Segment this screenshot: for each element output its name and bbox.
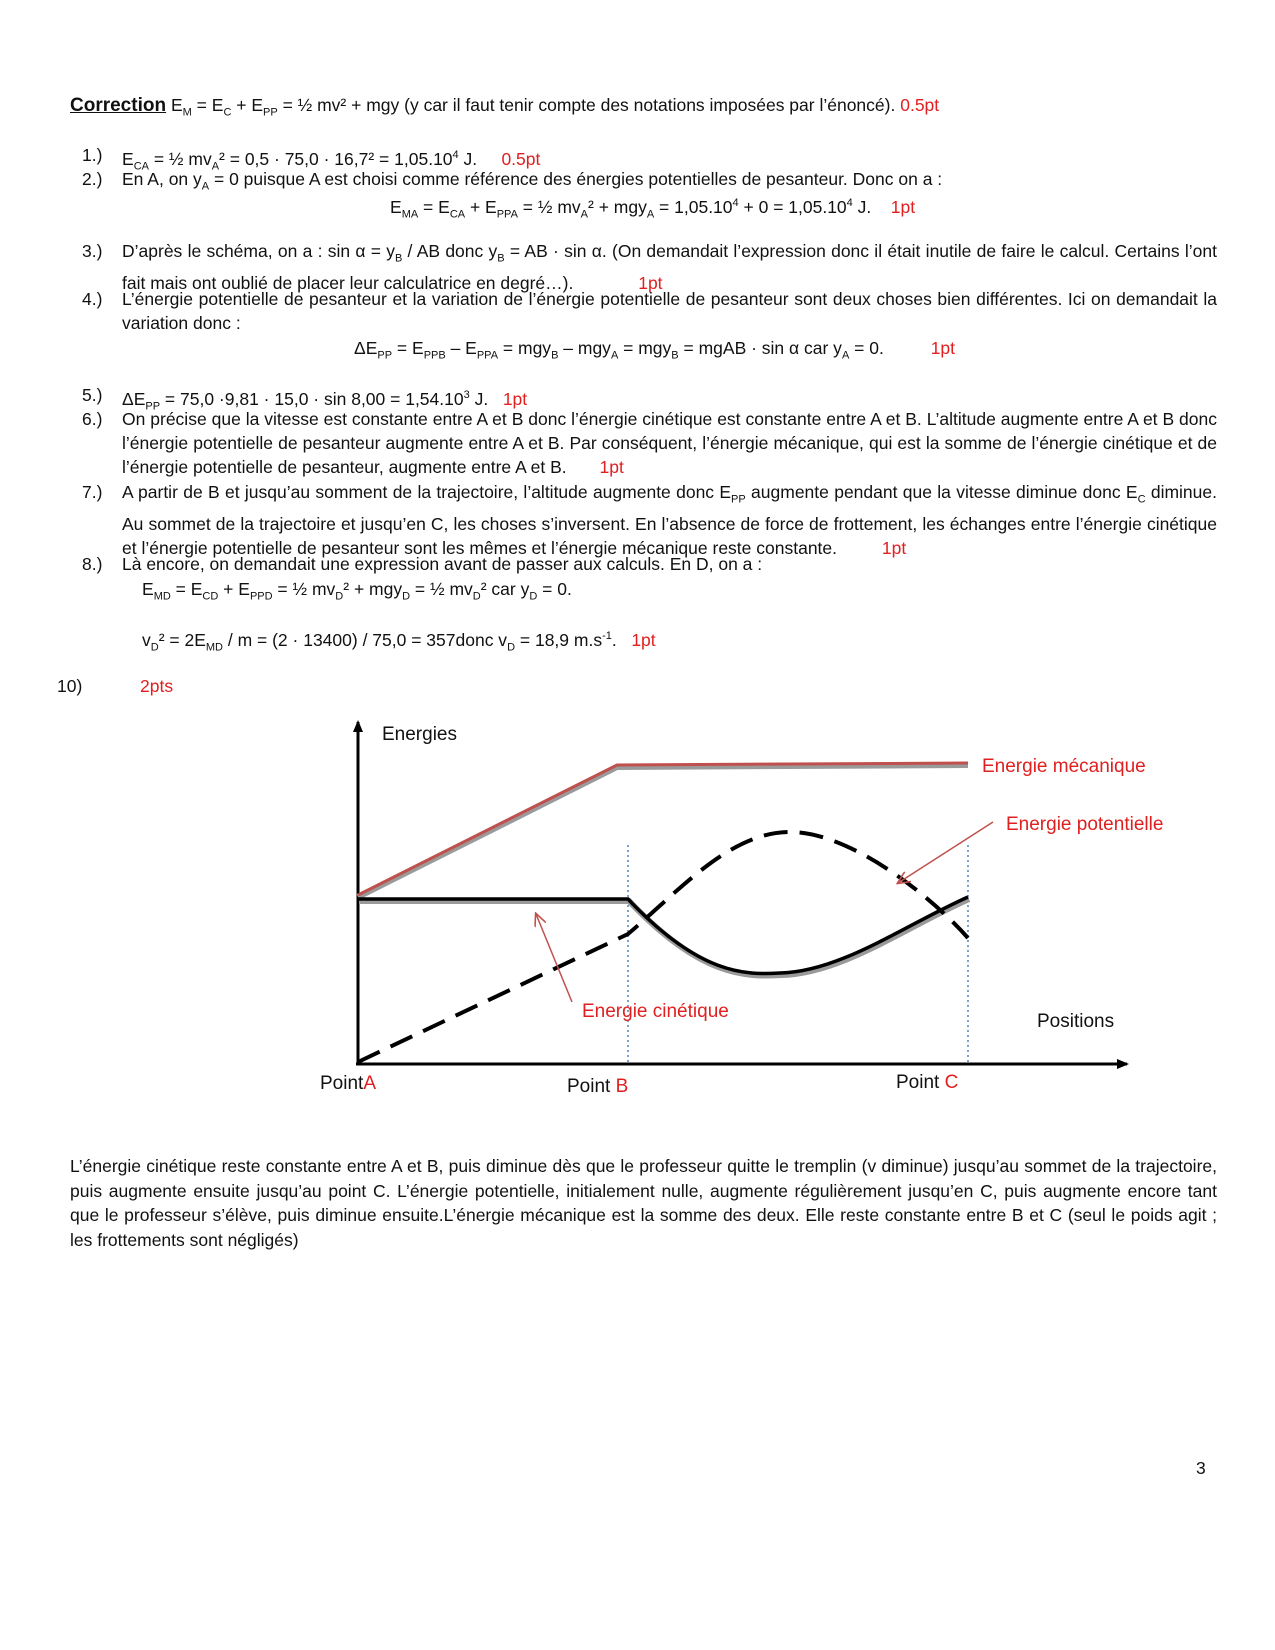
- point-b-prefix: Point: [567, 1076, 616, 1097]
- potential-energy-arrow: [898, 822, 993, 883]
- kinetic-energy-label: Energie cinétique: [582, 1001, 729, 1022]
- item-8-number: 8.): [82, 554, 103, 574]
- item-5-points: 1pt: [502, 388, 528, 409]
- item-3-points: 1pt: [638, 272, 663, 293]
- item-3-number: 3.): [82, 241, 103, 261]
- item-4-text: L’énergie potentielle de pesanteur et la variation de l’énergie potentielle de pesanteur sont deux choses bien différentes. Ici on demandait la variation donc :: [122, 289, 1217, 334]
- conclusion-paragraph: L’énergie cinétique reste constante entre A et B, puis diminue dès que le professeur quitte le tremplin (v diminue) jusqu’au sommet de la trajectoire, puis augmente ensuite jusqu’au point C. L’énergie potentielle, initialement nulle, augmente régulièrement jusqu’en C, puis augmente encore tant que le professeur s’élève, puis diminue ensuite.L’énergie mécanique est la somme des deux. Elle reste constante entre B et C (seul le poids agit ; les frottements sont négligés): [70, 1156, 1217, 1250]
- item-6-points: 1pt: [599, 457, 624, 478]
- point-b-label: [567, 1076, 628, 1098]
- item-6-body: On précise que la vitesse est constante entre A et B donc l’énergie cinétique est constante entre A et B. L’altitude augmente entre A et B donc l’énergie potentielle de pesanteur augmente entre A et B. Par conséquent, l’énergie mécanique, qui est la somme de l’énergie cinétique et de l’énergie potentielle de pesanteur, augmente entre A et B.: [122, 409, 1217, 478]
- question-10-number: 10): [57, 676, 83, 696]
- item-2-number: 2.): [82, 169, 103, 189]
- item-4-points: 1pt: [930, 338, 956, 358]
- item-4-formula-text: $\Delta E_{PP} = E_{PPB} - E_{PPA} = mgy_B - mgy_A = mgy_B$ = mgAB · sin α car $y_A = 0$.: [354, 338, 884, 362]
- correction-title: Correction: [70, 95, 167, 116]
- item-3-body: D’après le schéma, on a : $\sin \alpha = y_B$ / AB donc $y_B$ = AB · sin α. (On demandait l’expression donc il était inutile de faire le calcul. Certains l’ont fait mais ont oublié de placer leur calculatrice en degré…).: [122, 241, 1217, 293]
- item-1-formula: $E_{CA}$ = ½ $mv_A^2 = 0,5 \cdot 75,0 \cdot 16,7^2 = 1,05.10^4$ J.: [122, 148, 478, 173]
- mechanical-energy-shadow: [358, 765, 968, 897]
- item-1-number: 1.): [82, 145, 103, 165]
- item-7-points: 1pt: [881, 537, 907, 558]
- item-1-points: 0.5pt: [501, 148, 541, 169]
- point-a-prefix: Point: [320, 1073, 364, 1094]
- item-8-points: 1pt: [631, 629, 656, 650]
- point-a-letter: A: [363, 1073, 376, 1094]
- item-7-body: A partir de B et jusqu’au somment de la trajectoire, l’altitude augmente donc $E_{PP}$ augmente pendant que la vitesse diminue donc $E_C$ diminue. Au sommet de la trajectoire et jusqu’en C, les choses s’inversent. En l’absence de force de frottement, les échanges entre l’énergie cinétique et l’énergie potentielle de pesanteur sont les mêmes et l’énergie mécanique reste constante.: [122, 482, 1217, 558]
- point-c-prefix: Point: [896, 1072, 945, 1093]
- kinetic-energy-shadow: [359, 899, 969, 976]
- point-b-letter: B: [615, 1076, 629, 1097]
- point-c-letter: C: [944, 1072, 959, 1093]
- item-2-formula-text: $E_{MA} = E_{CA} + E_{PPA}$ = ½ $mv_A^2 + mgy_A = 1,05.10^4 + 0 = 1,05.10^4$ J.: [390, 196, 872, 221]
- question-10-points: 2pts: [140, 676, 174, 696]
- header-points: 0.5pt: [900, 95, 940, 115]
- item-6-number: 6.): [82, 409, 103, 429]
- mechanical-energy-curve: [358, 763, 968, 895]
- mechanical-energy-label: Energie mécanique: [982, 756, 1146, 777]
- item-8-text: Là encore, on demandait une expression avant de passer aux calculs. En D, on a :: [122, 554, 763, 574]
- item-8-formula-2-text: $v_D^2 = 2E_{MD} / m = (2 \cdot 13400) / 75,0$ = 357donc $v_D = 18,9$ $m.s^{-1}$.: [142, 629, 617, 654]
- item-8-formula-1: $E_{MD} = E_{CD} + E_{PPD}$ = ½ $mv_D^2 + mgy_D$ = ½ $mv_D^2$ car $y_D = 0$.: [142, 579, 572, 603]
- item-7-number: 7.): [82, 482, 103, 502]
- page-number: 3: [1196, 1458, 1206, 1478]
- item-4-number: 4.): [82, 289, 103, 309]
- item-5-formula: $\Delta E_{PP} = 75,0 \cdot 9,81 \cdot 15,0 \cdot \sin 8,00 = 1,54.10^3$ J.: [122, 388, 489, 413]
- kinetic-energy-arrow: [536, 914, 572, 1002]
- item-5-number: 5.): [82, 385, 103, 405]
- potential-energy-label: Energie potentielle: [1006, 814, 1164, 835]
- point-a-label: [320, 1073, 376, 1095]
- header-formula: $E_M = E_C + E_{PP}$ = ½ mv² + mgy (y car il faut tenir compte des notations imposées par l’énoncé).: [170, 95, 896, 119]
- x-axis-label: Positions: [1037, 1011, 1115, 1032]
- point-c-label: [896, 1072, 958, 1094]
- y-axis-label: Energies: [382, 724, 457, 745]
- item-2-points: 1pt: [890, 196, 916, 217]
- item-2-text: En A, on $y_A = 0$ puisque A est choisi comme référence des énergies potentielles de pesanteur. Donc on a :: [122, 169, 943, 193]
